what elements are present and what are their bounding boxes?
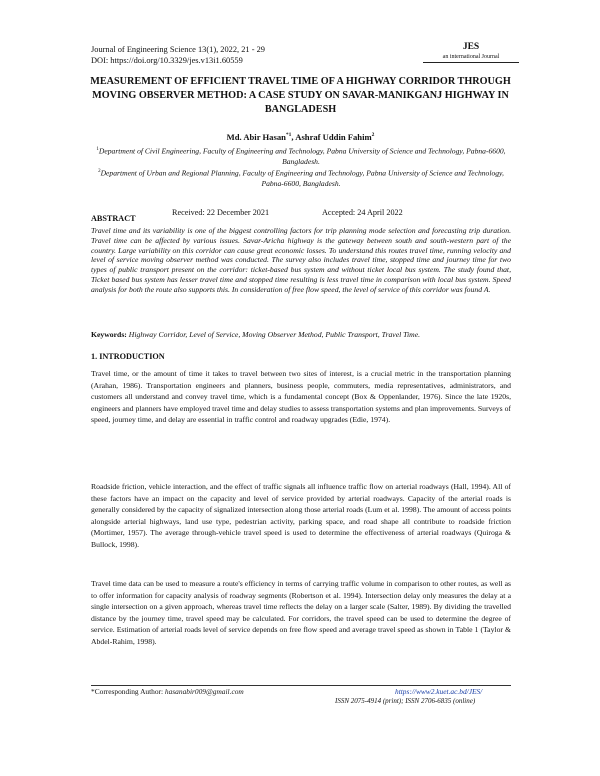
journal-badge-subtitle: an international Journal bbox=[442, 54, 500, 60]
journal-badge bbox=[423, 42, 519, 61]
badge-divider bbox=[423, 62, 519, 63]
paragraph: Travel time, or the amount of time it takes to travel between two sites of interest, is a crucial metric in the transportation planning (Arahan, 1986). Transportation engineers and planners, business people, commuters, media representatives, administrators, and customers all understand and convey travel time, which is a fundamental concept (Box & Oppenlander, 1976). Since the late 1920s, engineers and planners have employed travel time and delay studies to assess transportation systems and plan improvements. Surveys of speed, journey time, and delay are essential in traffic control and roadway upgrades (Edie, 1974). bbox=[91, 369, 511, 424]
journal-badge-title: JES bbox=[462, 42, 480, 52]
journal-url-link[interactable]: https://www2.kuet.ac.bd/JES/ bbox=[395, 687, 483, 696]
affiliation-text: Department of Urban and Regional Planning, Faculty of Engineering and Technology, Pabna University of Science and Technology, Pabna-6600, Bangladesh. bbox=[100, 168, 504, 188]
keywords-text: Highway Corridor, Level of Service, Moving Observer Method, Public Transport, Travel Time. bbox=[126, 330, 421, 339]
author-name: Ashraf Uddin Fahim bbox=[295, 132, 372, 142]
author-sup: 2 bbox=[371, 132, 375, 139]
author-separator: , bbox=[291, 132, 296, 142]
affiliation-sup: 2 bbox=[98, 169, 101, 174]
author-list bbox=[88, 132, 513, 142]
issn-line: ISSN 2075-4914 (print); ISSN 2706-6835 (online) bbox=[335, 697, 476, 705]
corresponding-email[interactable]: hasanabir009@gmail.com bbox=[164, 687, 244, 696]
section-heading-introduction: 1. INTRODUCTION bbox=[91, 352, 165, 361]
keywords bbox=[91, 330, 511, 339]
affiliation-text: Department of Civil Engineering, Faculty of Engineering and Technology, Pabna University of Science and Technology, Pabna-6600, Bangladesh. bbox=[98, 146, 506, 166]
affiliation bbox=[96, 145, 506, 167]
abstract-heading: ABSTRACT bbox=[91, 214, 136, 223]
footnote-divider bbox=[91, 685, 511, 686]
corresponding-label: *Corresponding Author: bbox=[91, 687, 165, 696]
paragraph: Travel time data can be used to measure a route's efficiency in terms of carrying traffic volume in comparison to other routes, as well as to offer information for capacity analysis of roadway segments (Robertson et al. 1994). Intersection delay only measures the delay at a single intersection on a given approach, whereas travel time reflects the delay on a larger scale (Salter, 1989). By dividing the travelled distance by the journey time, travel speed may be calculated. For corridors, the travel speed can be used to determine the degree of service. Estimation of arterial roads level of service depends on free flow speed and average travel speed as shown in Table 1 (Taylor & Abdel-Rahim, 1998). bbox=[91, 579, 511, 646]
journal-citation: Journal of Engineering Science 13(1), 2022, 21 - 29 bbox=[91, 45, 265, 54]
corresponding-author bbox=[91, 687, 244, 696]
journal-header bbox=[91, 44, 265, 66]
author-name: Md. Abir Hasan bbox=[226, 132, 286, 142]
affiliation-sup: 1 bbox=[96, 147, 99, 152]
accepted-date: Accepted: 24 April 2022 bbox=[322, 208, 403, 217]
paper-title: MEASUREMENT OF EFFICIENT TRAVEL TIME OF A HIGHWAY CORRIDOR THROUGH MOVING OBSERVER METHOD: A CASE STUDY ON SAVAR-MANIKGANJ HIGHWAY IN BANGLADESH bbox=[90, 76, 511, 115]
received-date: Received: 22 December 2021 bbox=[172, 208, 270, 217]
paragraph: Roadside friction, vehicle interaction, and the effect of traffic signals all influence traffic flow on arterial roadways (Hall, 1994). All of these factors have an impact on the capacity and level of service provided by arterial roadways. Capacity of the arterial roads is generally considered by the capacity of signalized intersection along those arterial roads (Lum et al. 1998). The amount of access points alongside arterial highways, land use type, pedestrian activity, parking space, and road shape all contribute to roadside friction (Mortimer, 1957). The average through-vehicle travel speed is used to determine the effectiveness of arterial roadways (Quiroga & Bullock, 1998). bbox=[91, 482, 511, 549]
author-sup: *1 bbox=[285, 132, 292, 139]
abstract-body: Travel time and its variability is one of the biggest controlling factors for trip planning mode selection and forecasting trip duration. Travel time can be affected by various issues. Savar-Aricha highway is the gateway between south and south-western part of the country. Large variability on this corridor can cause great economic losses. To understand this routes travel time, running velocity and level of service moving observer method was conducted. The survey also includes travel time, stopped time and journey time for two types of public transport present on the corridor: ticket-based bus system and without ticket local bus system. The study found that, Ticket based bus system has lesser travel time and stopped time resulting is less travel time in comparison with local bus system. Speed analysis for both the route also supports this. In consideration of free flow speed, the level of service of this corridor was found A. bbox=[91, 226, 511, 294]
affiliation bbox=[96, 167, 506, 189]
doi-line[interactable]: DOI: https://doi.org/10.3329/jes.v13i1.60559 bbox=[91, 56, 243, 65]
keywords-label: Keywords: bbox=[91, 330, 127, 339]
